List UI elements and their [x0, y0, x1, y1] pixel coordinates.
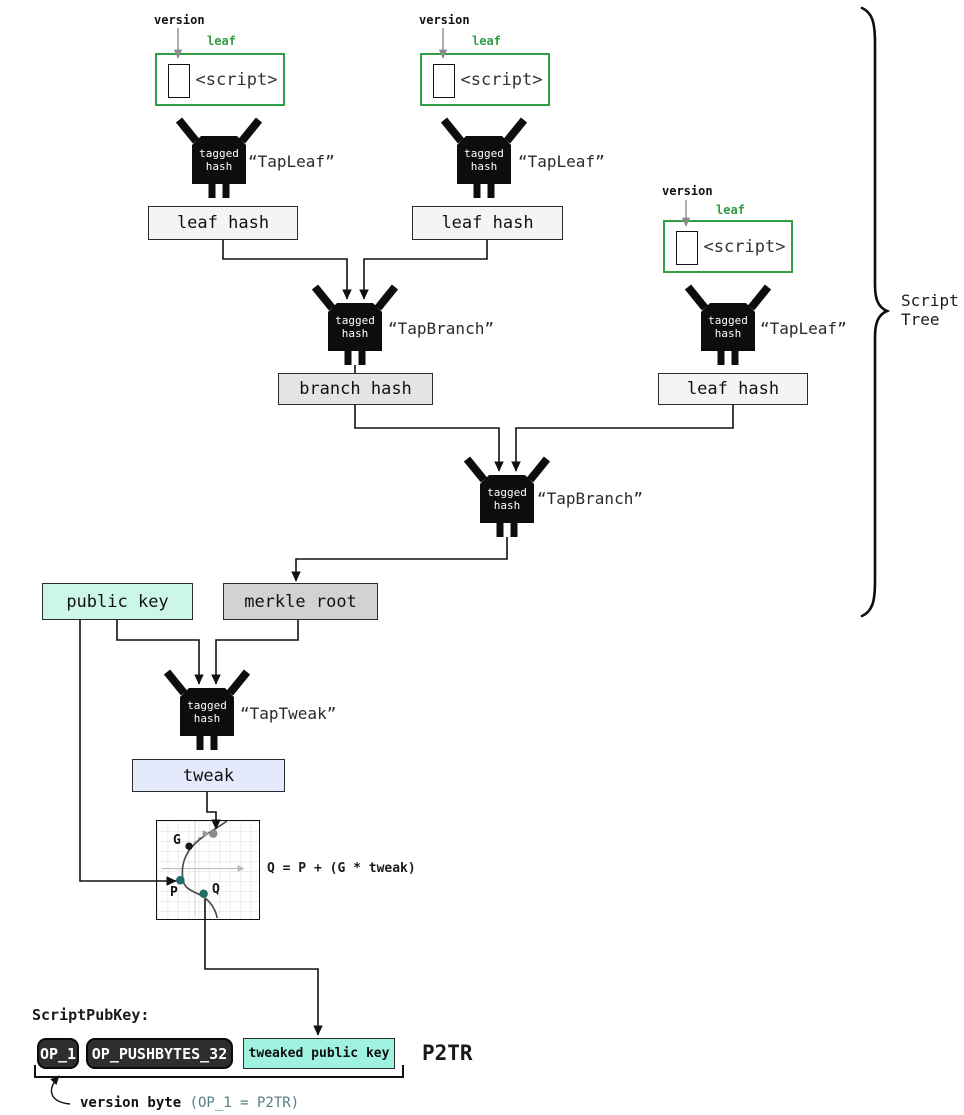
leaf-hash-box: leaf hash	[412, 206, 563, 240]
tweaked-point-dot	[209, 829, 218, 838]
tapbranch-label: “TapBranch”	[537, 489, 643, 508]
leaf-label: leaf	[472, 34, 501, 48]
script-leaf-box	[420, 53, 550, 106]
version-byte-note-text: version byte	[80, 1095, 190, 1111]
tagged-hash-icon	[684, 281, 772, 365]
p2tr-label: P2TR	[422, 1041, 473, 1065]
tapleaf-label: “TapLeaf”	[248, 152, 335, 171]
tapbranch-label: “TapBranch”	[388, 319, 494, 338]
tweaked-public-key-box: tweaked public key	[243, 1038, 395, 1069]
tagged-hash-icon	[440, 114, 528, 198]
version-byte-note-paren: (OP_1 = P2TR)	[189, 1095, 300, 1111]
tagged-hash-line1: tagged	[187, 699, 227, 712]
tagged-hash-text	[192, 136, 246, 184]
op1-pill: OP_1	[37, 1038, 79, 1069]
leaf-hash-box: leaf hash	[658, 373, 808, 405]
version-byte-rect	[168, 64, 190, 98]
version-byte-rect	[676, 231, 698, 265]
tagged-hash-text	[328, 303, 382, 351]
tweak-equation-label: Q = P + (G * tweak)	[267, 861, 416, 876]
leaf-hash-box: leaf hash	[148, 206, 298, 240]
tagged-hash-text	[480, 475, 534, 523]
script-label: <script>	[703, 236, 786, 257]
script-tree-line1: Script	[901, 291, 959, 310]
point-q-dot	[199, 889, 208, 898]
script-leaf-box	[663, 220, 793, 273]
scriptpubkey-title: ScriptPubKey:	[32, 1006, 150, 1024]
tagged-hash-text	[180, 688, 234, 736]
curve-plot	[156, 820, 260, 920]
point-p-dot	[176, 876, 185, 885]
tagged-hash-line1: tagged	[708, 314, 748, 327]
branch-hash-box: branch hash	[278, 373, 433, 405]
version-label: version	[419, 13, 470, 27]
tagged-hash-icon	[163, 666, 251, 750]
merkle-root-box: merkle root	[223, 583, 378, 620]
point-g-label: G	[173, 833, 181, 848]
tweak-box: tweak	[132, 759, 285, 792]
point-p-label: P	[170, 885, 178, 900]
tagged-hash-line2: hash	[341, 327, 369, 340]
curly-brace	[862, 8, 887, 616]
script-label: <script>	[195, 69, 278, 90]
version-byte-note	[80, 1095, 299, 1111]
tagged-hash-line1: tagged	[199, 147, 239, 160]
tagged-hash-line2: hash	[493, 499, 521, 512]
script-label: <script>	[460, 69, 543, 90]
tapleaf-label: “TapLeaf”	[518, 152, 605, 171]
tapleaf-label: “TapLeaf”	[760, 319, 847, 338]
wire-tapbranch2-merkleroot	[296, 537, 507, 581]
tagged-hash-line2: hash	[193, 712, 221, 725]
version-label: version	[662, 184, 713, 198]
point-g-dot	[185, 843, 192, 850]
tagged-hash-line1: tagged	[487, 486, 527, 499]
version-note-arrow	[51, 1076, 70, 1104]
leaf-label: leaf	[716, 203, 745, 217]
script-tree-line2: Tree	[901, 310, 940, 329]
public-key-box: public key	[42, 583, 193, 620]
elliptic-curve	[182, 821, 227, 918]
version-label: version	[154, 13, 205, 27]
script-tree-label	[901, 291, 959, 329]
tagged-hash-line1: tagged	[335, 314, 375, 327]
taptweak-label: “TapTweak”	[240, 704, 337, 723]
tagged-hash-icon	[311, 281, 399, 365]
tagged-hash-text	[701, 303, 755, 351]
tagged-hash-line1: tagged	[464, 147, 504, 160]
leaf-label: leaf	[207, 34, 236, 48]
version-byte-rect	[433, 64, 455, 98]
point-q-label: Q	[212, 882, 220, 897]
tagged-hash-line2: hash	[714, 327, 742, 340]
tagged-hash-text	[457, 136, 511, 184]
tagged-hash-line2: hash	[205, 160, 233, 173]
tagged-hash-line2: hash	[470, 160, 498, 173]
op-pushbytes-32-pill: OP_PUSHBYTES_32	[86, 1038, 233, 1069]
script-leaf-box	[155, 53, 285, 106]
